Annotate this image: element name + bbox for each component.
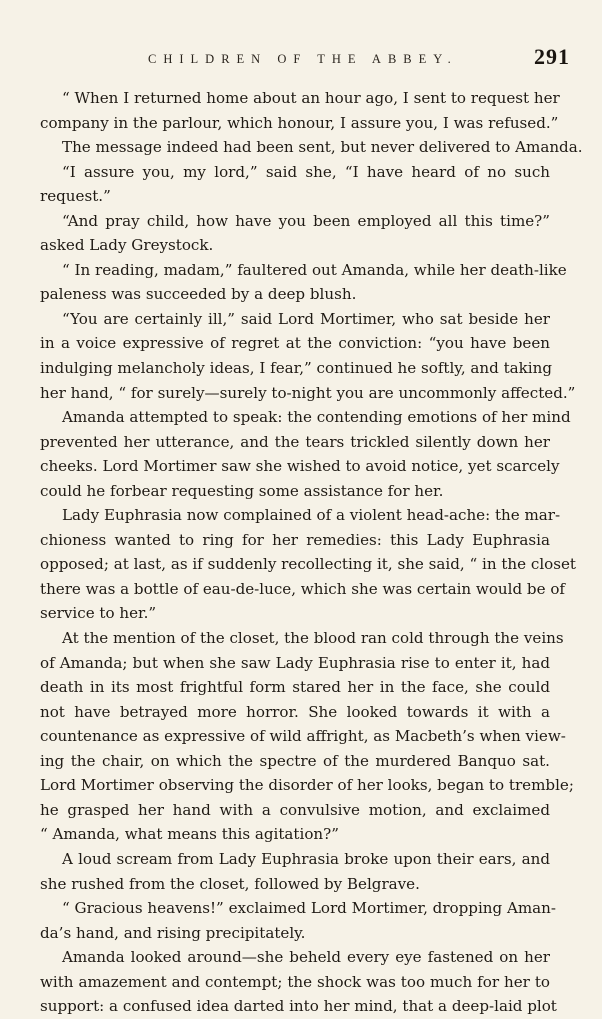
text-line: “You are certainly ill,” said Lord Mortimer, who sat beside her [62,309,550,328]
running-head [40,42,570,72]
text-line: request.” [40,187,111,206]
text-line: not have betrayed more horror. She looked towards it with a [40,702,550,721]
text-line: countenance as expressive of wild affright, as Macbeth’s when view- [40,727,566,746]
body-text [40,86,583,1019]
text-line: could he forbear requesting some assistance for her. [40,481,444,500]
text-line: Amanda looked around—she beheld every eye fastened on her [62,948,550,967]
text-line: A loud scream from Lady Euphrasia broke upon their ears, and [62,849,550,868]
text-line: asked Lady Greystock. [40,236,214,255]
text-line: in a voice expressive of regret at the conviction: “you have been [40,334,550,353]
text-line: “ In reading, madam,” faultered out Amanda, while her death-like [62,260,567,279]
text-line: indulging melancholy ideas, I fear,” continued he softly, and taking [40,359,553,378]
text-line: death in its most frightful form stared her in the face, she could [40,678,550,697]
text-line: The message indeed had been sent, but never delivered to Amanda. [62,138,583,157]
text-line: paleness was succeeded by a deep blush. [40,285,357,304]
text-line: she rushed from the closet, followed by Belgrave. [40,874,420,893]
text-line: there was a bottle of eau-de-luce, which she was certain would be of [40,579,566,598]
text-line: service to her.” [40,604,157,623]
text-line: opposed; at last, as if suddenly recollecting it, she said, “ in the closet [40,555,576,574]
text-line: Lord Mortimer observing the disorder of her looks, began to tremble; [40,776,574,795]
page-number: 291 [534,44,570,69]
text-line: Amanda attempted to speak: the contending emotions of her mind [62,408,571,427]
text-line: support: a confused idea darted into her mind, that a deep-laid plot [40,997,557,1016]
text-line: “ Gracious heavens!” exclaimed Lord Mortimer, dropping Aman- [62,899,556,918]
text-line: with amazement and contempt; the shock was too much for her to [40,972,550,991]
text-line: “And pray child, how have you been employed all this time?” [62,211,550,230]
text-line: “ When I returned home about an hour ago, I sent to request her [62,89,560,107]
text-line: ing the chair, on which the spectre of the murdered Banquo sat. [40,751,550,770]
text-line: he grasped her hand with a convulsive motion, and exclaimed [40,800,550,819]
text-line: prevented her utterance, and the tears trickled silently down her [40,432,550,451]
running-title: CHILDREN OF THE ABBEY. [148,52,458,66]
text-line: Lady Euphrasia now complained of a violent head-ache: the mar- [62,506,561,525]
text-line: company in the parlour, which honour, I assure you, I was refused.” [40,113,559,132]
text-line: her hand, “ for surely—surely to-night you are uncommonly affected.” [40,383,576,402]
text-line: of Amanda; but when she saw Lady Euphrasia rise to enter it, had [40,653,550,672]
text-line: da’s hand, and rising precipitately. [40,923,306,942]
text-line: “ Amanda, what means this agitation?” [40,825,339,844]
text-line: chioness wanted to ring for her remedies: this Lady Euphrasia [40,530,550,549]
text-line: cheeks. Lord Mortimer saw she wished to avoid notice, yet scarcely [40,457,560,476]
text-line: “I assure you, my lord,” said she, “I have heard of no such [62,162,550,181]
text-line: At the mention of the closet, the blood ran cold through the veins [62,629,564,648]
